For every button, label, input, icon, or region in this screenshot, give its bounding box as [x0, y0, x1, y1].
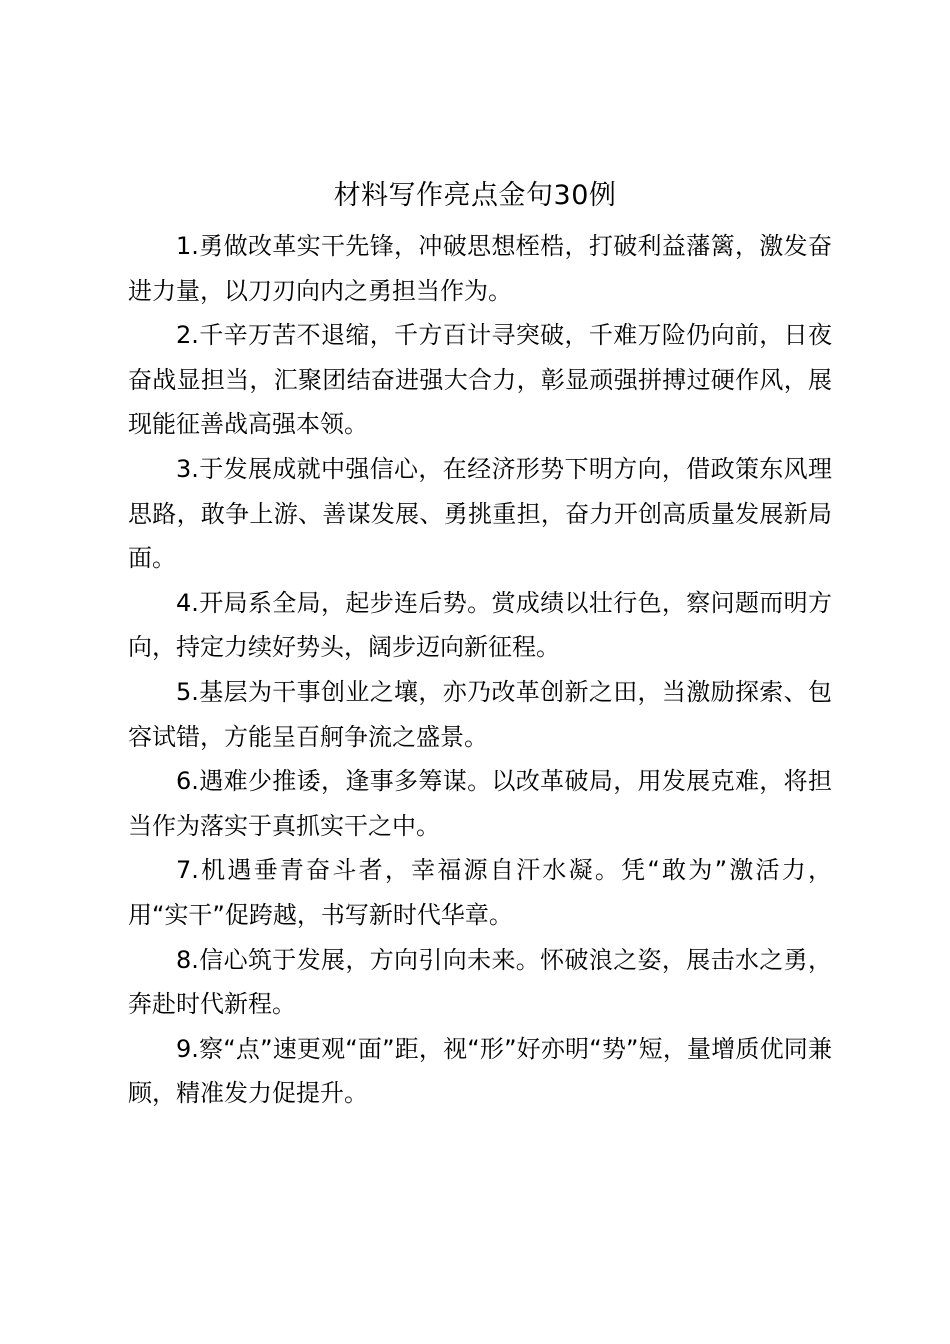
paragraph-8: 8.信心筑于发展，方向引向未来。怀破浪之姿，展击水之勇，奔赴时代新程。	[128, 945, 832, 1019]
document-title: 材料写作亮点金句30例	[333, 180, 617, 211]
paragraph-1: 1.勇做改革实干先锋，冲破思想桎梏，打破利益藩篱，激发奋进力量，以刀刃向内之勇担当作为。	[128, 232, 832, 305]
paragraph-4: 4.开局系全局，起步连后势。赏成绩以壮行色，察问题而明方向，持定力续好势头，阔步迈向新征程。	[128, 588, 832, 662]
paragraph-9: 9.察“点”速更观“面”距，视“形”好亦明“势”短，量增质优同兼顾，精准发力促提升。	[128, 1034, 832, 1108]
paragraph-5: 5.基层为干事创业之壤，亦乃改革创新之田，当激励探索、包容试错，方能呈百舸争流之盛景。	[128, 677, 832, 751]
paragraph-2: 2.千辛万苦不退缩，千方百计寻突破，千难万险仍向前，日夜奋战显担当，汇聚团结奋进强大合力，彰显顽强拼搏过硬作风，展现能征善战高强本领。	[128, 321, 832, 439]
document-body	[128, 224, 832, 1116]
paragraph-3: 3.于发展成就中强信心，在经济形势下明方向，借政策东风理思路，敢争上游、善谋发展、勇挑重担，奋力开创高质量发展新局面。	[128, 454, 832, 573]
paragraph-6: 6.遇难少推诿，逢事多筹谋。以改革破局，用发展克难，将担当作为落实于真抓实干之中。	[128, 767, 832, 840]
paragraph-7: 7.机遇垂青奋斗者，幸福源自汗水凝。凭“敢为”激活力，用“实干”促跨越，书写新时代华章。	[128, 856, 832, 929]
